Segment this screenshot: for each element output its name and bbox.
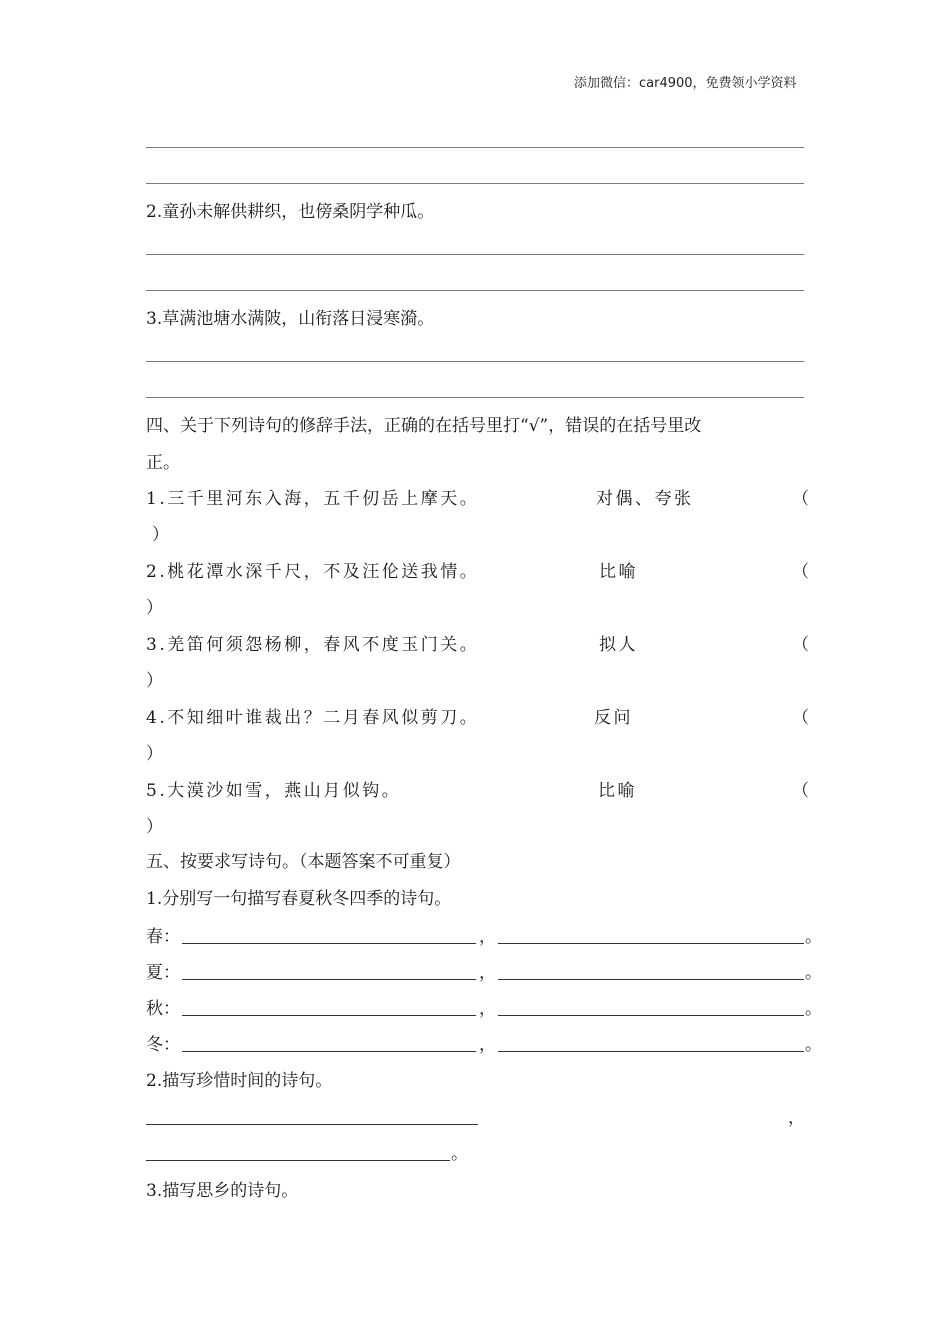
answer-paren-close: ） bbox=[146, 598, 163, 618]
header-note: 添加微信：car4900，免费领小学资料 bbox=[574, 76, 797, 91]
period: 。 bbox=[805, 999, 822, 1019]
section4-title-cont: 正。 bbox=[146, 453, 180, 473]
season-label: 秋： bbox=[146, 999, 180, 1019]
answer-paren-close: ） bbox=[146, 817, 163, 837]
answer-blank[interactable] bbox=[182, 979, 476, 980]
comma: ， bbox=[479, 927, 496, 947]
answer-paren-open[interactable]: （ bbox=[792, 635, 809, 655]
answer-paren-open[interactable]: （ bbox=[792, 562, 809, 582]
comma: ， bbox=[479, 999, 496, 1019]
device-item-answer: 对偶、夸张 bbox=[596, 489, 694, 509]
season-label: 夏： bbox=[146, 963, 180, 983]
poem-line-2: 2.童孙未解供耕织，也傍桑阴学种瓜。 bbox=[146, 202, 435, 222]
answer-paren-open[interactable]: （ bbox=[792, 708, 809, 728]
answer-blank[interactable] bbox=[182, 1015, 476, 1016]
comma: ， bbox=[479, 963, 496, 983]
section4-title: 四、关于下列诗句的修辞手法，正确的在括号里打“√”，错误的在括号里改 bbox=[146, 416, 702, 436]
section5-title: 五、按要求写诗句。（本题答案不可重复） bbox=[146, 852, 461, 872]
answer-paren-close: ） bbox=[152, 525, 169, 545]
device-item-verse: 5.大漠沙如雪，燕山月似钩。 bbox=[146, 781, 402, 801]
answer-blank[interactable] bbox=[498, 1015, 804, 1016]
question-1: 1.分别写一句描写春夏秋冬四季的诗句。 bbox=[146, 889, 452, 909]
season-label: 春： bbox=[146, 927, 180, 947]
answer-paren-close: ） bbox=[146, 671, 163, 691]
question-2: 2.描写珍惜时间的诗句。 bbox=[146, 1071, 333, 1091]
comma: ， bbox=[479, 1035, 496, 1055]
device-item-answer: 比喻 bbox=[599, 562, 638, 582]
period: 。 bbox=[805, 1035, 822, 1055]
poem-line-3: 3.草满池塘水满陂，山衔落日浸寒漪。 bbox=[146, 309, 435, 329]
device-item-answer: 比喻 bbox=[598, 781, 637, 801]
comma: ， bbox=[788, 1108, 805, 1128]
answer-blank[interactable] bbox=[498, 1051, 804, 1052]
answer-blank[interactable] bbox=[146, 1160, 450, 1161]
device-item-verse: 3.羌笛何须怨杨柳，春风不度玉门关。 bbox=[146, 635, 480, 655]
device-item-verse: 2.桃花潭水深千尺，不及汪伦送我情。 bbox=[146, 562, 480, 582]
answer-line[interactable] bbox=[146, 361, 804, 362]
period: 。 bbox=[805, 927, 822, 947]
question-3: 3.描写思乡的诗句。 bbox=[146, 1181, 299, 1201]
device-item-verse: 4.不知细叶谁裁出？二月春风似剪刀。 bbox=[146, 708, 480, 728]
period: 。 bbox=[451, 1144, 468, 1164]
answer-blank[interactable] bbox=[182, 1051, 476, 1052]
answer-line[interactable] bbox=[146, 290, 804, 291]
period: 。 bbox=[805, 963, 822, 983]
answer-blank[interactable] bbox=[498, 943, 804, 944]
device-item-answer: 拟人 bbox=[599, 635, 638, 655]
answer-paren-close: ） bbox=[146, 744, 163, 764]
answer-blank[interactable] bbox=[146, 1124, 478, 1125]
device-item-verse: 1.三千里河东入海，五千仞岳上摩天。 bbox=[146, 489, 480, 509]
answer-line[interactable] bbox=[146, 183, 804, 184]
answer-line[interactable] bbox=[146, 254, 804, 255]
answer-paren-open[interactable]: （ bbox=[792, 489, 809, 509]
season-label: 冬： bbox=[146, 1035, 180, 1055]
answer-blank[interactable] bbox=[498, 979, 804, 980]
device-item-answer: 反问 bbox=[594, 708, 633, 728]
answer-line[interactable] bbox=[146, 397, 804, 398]
answer-blank[interactable] bbox=[182, 943, 476, 944]
answer-line[interactable] bbox=[146, 147, 804, 148]
answer-paren-open[interactable]: （ bbox=[792, 781, 809, 801]
